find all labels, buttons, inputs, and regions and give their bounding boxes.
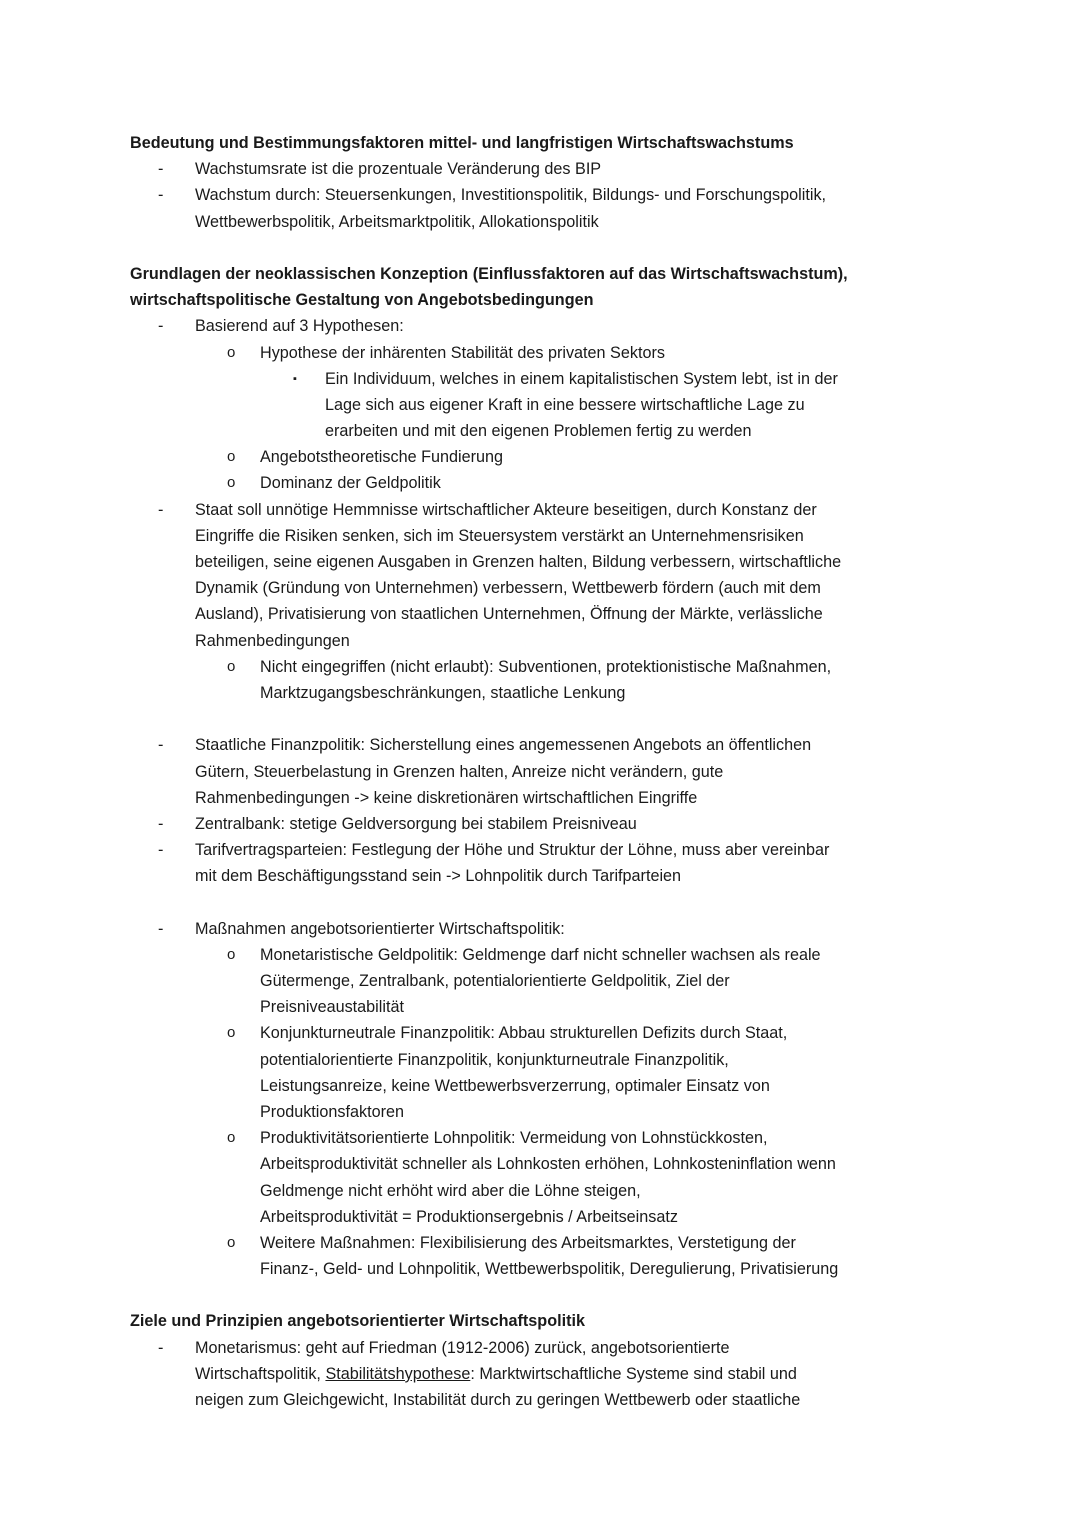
section-heading: Bedeutung und Bestimmungsfaktoren mittel- und langfristigen Wirtschaftswachstums <box>130 134 794 152</box>
dash-bullet-icon: - <box>158 186 164 205</box>
circle-bullet-icon: o <box>227 1233 236 1251</box>
section-spacer <box>130 1282 930 1308</box>
list-item-text: Geldmenge nicht erhöht wird aber die Löhne steigen, <box>260 1181 641 1200</box>
circle-bullet-icon: o <box>227 343 236 361</box>
dash-bullet-icon: - <box>158 500 164 519</box>
section-heading: Ziele und Prinzipien angebotsorientierter Wirtschaftspolitik <box>130 1312 585 1331</box>
list-item <box>130 497 930 654</box>
list-item-text: Zentralbank: stetige Geldversorgung bei stabilem Preisniveau <box>195 814 637 833</box>
section-heading: wirtschaftspolitische Gestaltung von Angebotsbedingungen <box>130 291 594 310</box>
list-item-text: Wirtschaftspolitik, Stabilitätshypothese: Marktwirtschaftliche Systeme sind stabil und <box>195 1364 797 1383</box>
list-item-text: erarbeiten und mit den eigenen Problemen fertig zu werden <box>325 422 752 441</box>
list-item-text: mit dem Beschäftigungsstand sein -> Lohnpolitik durch Tarifparteien <box>195 867 682 886</box>
list-item-text: Gütermenge, Zentralbank, potentialorientierte Geldpolitik, Ziel der <box>260 972 730 990</box>
list-item <box>130 156 930 182</box>
dash-bullet-icon: - <box>158 919 164 938</box>
list-item-text: Wachstum durch: Steuersenkungen, Investitionspolitik, Bildungs- und Forschungspolitik, <box>195 186 827 205</box>
list-item-text: Produktivitätsorientierte Lohnpolitik: Vermeidung von Lohnstückkosten, <box>260 1129 768 1148</box>
list-item <box>130 1125 930 1230</box>
list-item-text: Marktzugangsbeschränkungen, staatliche Lenkung <box>260 683 626 702</box>
circle-bullet-icon: o <box>227 448 236 466</box>
list-item <box>130 444 930 470</box>
list-item-text: potentialorientierte Finanzpolitik, konjunkturneutrale Finanzpolitik, <box>260 1050 729 1069</box>
dash-bullet-icon: - <box>158 317 164 336</box>
list-item-text: beteiligen, seine eigenen Ausgaben in Grenzen halten, Bildung verbessern, wirtschaftliche <box>195 553 842 571</box>
section <box>130 1308 930 1413</box>
list-item <box>130 313 930 339</box>
underlined-term: Stabilitätshypothese <box>325 1364 471 1383</box>
list-item-text: Maßnahmen angebotsorientierter Wirtschaftspolitik: <box>195 919 565 938</box>
list-item-text: Arbeitsproduktivität = Produktionsergebnis / Arbeitseinsatz <box>260 1207 678 1226</box>
section <box>130 130 930 235</box>
section <box>130 261 930 1282</box>
list-item-text: Lage sich aus eigener Kraft in eine bessere wirtschaftliche Lage zu <box>325 395 805 414</box>
circle-bullet-icon: o <box>227 474 236 492</box>
list-item <box>130 1335 930 1414</box>
list-item-text: Eingriffe die Risiken senken, sich im Steuersystem verstärkt an Unternehmensrisiken <box>195 526 804 545</box>
section-spacer <box>130 235 930 261</box>
circle-bullet-icon: o <box>227 945 236 963</box>
list-item <box>130 366 930 445</box>
list-item-text: Staat soll unnötige Hemmnisse wirtschaftlicher Akteure beseitigen, durch Konstanz der <box>195 500 817 519</box>
list-item-text: Produktionsfaktoren <box>260 1102 404 1121</box>
dash-bullet-icon: - <box>158 736 164 755</box>
list-item <box>130 470 930 496</box>
circle-bullet-icon: o <box>227 1024 236 1042</box>
list-item-text: Staatliche Finanzpolitik: Sicherstellung eines angemessenen Angebots an öffentlichen <box>195 736 812 755</box>
list-item <box>130 837 930 889</box>
list-item-text: Rahmenbedingungen <box>195 631 350 650</box>
list-item <box>130 182 930 234</box>
list-item <box>130 1230 930 1282</box>
list-item <box>130 942 930 1021</box>
document-content <box>130 130 930 1413</box>
list-item-text: Rahmenbedingungen -> keine diskretionären wirtschaftlichen Eingriffe <box>195 788 698 807</box>
list-item-text: Weitere Maßnahmen: Flexibilisierung des Arbeitsmarktes, Verstetigung der <box>260 1233 796 1252</box>
dash-bullet-icon: - <box>158 814 164 833</box>
list-item <box>130 1020 930 1125</box>
list-item-text: Wachstumsrate ist die prozentuale Veränderung des BIP <box>195 160 602 179</box>
list-item-text: Gütern, Steuerbelastung in Grenzen halten, Anreize nicht verändern, gute <box>195 762 724 781</box>
list-item <box>130 811 930 837</box>
dash-bullet-icon: - <box>158 160 164 179</box>
list-item-text: Tarifvertragsparteien: Festlegung der Höhe und Struktur der Löhne, muss aber vereinbar <box>195 841 830 860</box>
list-item-text: Ausland), Privatisierung von staatlichen Unternehmen, Öffnung der Märkte, verlässliche <box>195 605 823 624</box>
square-bullet-icon: ▪ <box>293 372 297 385</box>
list-item-text: Angebotstheoretische Fundierung <box>260 448 503 467</box>
blank-line <box>130 706 930 732</box>
list-item-text: Dynamik (Gründung von Unternehmen) verbessern, Wettbewerb fördern (auch mit dem <box>195 579 821 598</box>
list-item <box>130 654 930 706</box>
dash-bullet-icon: - <box>158 841 164 860</box>
list-item-text: neigen zum Gleichgewicht, Instabilität durch zu geringen Wettbewerb oder staatliche <box>195 1391 801 1409</box>
list-item-text: Monetarismus: geht auf Friedman (1912-2006) zurück, angebotsorientierte <box>195 1338 730 1357</box>
list-item-text: Finanz-, Geld- und Lohnpolitik, Wettbewerbspolitik, Deregulierung, Privatisierung <box>260 1260 839 1279</box>
list-item-text: Arbeitsproduktivität schneller als Lohnkosten erhöhen, Lohnkosteninflation wenn <box>260 1155 836 1174</box>
list-item-text: Ein Individuum, welches in einem kapitalistischen System lebt, ist in der <box>325 369 838 388</box>
blank-line <box>130 889 930 915</box>
list-item-text: Leistungsanreize, keine Wettbewerbsverzerrung, optimaler Einsatz von <box>260 1076 770 1095</box>
list-item-text: Wettbewerbspolitik, Arbeitsmarktpolitik, Allokationspolitik <box>195 212 599 231</box>
list-item-text: Basierend auf 3 Hypothesen: <box>195 317 404 336</box>
list-item-text: Konjunkturneutrale Finanzpolitik: Abbau strukturellen Defizits durch Staat, <box>260 1024 788 1043</box>
circle-bullet-icon: o <box>227 1129 236 1147</box>
dash-bullet-icon: - <box>158 1338 164 1357</box>
list-item-text: Dominanz der Geldpolitik <box>260 474 441 493</box>
list-item <box>130 340 930 366</box>
list-item-text: Nicht eingegriffen (nicht erlaubt): Subventionen, protektionistische Maßnahmen, <box>260 657 832 676</box>
list-item-text: Hypothese der inhärenten Stabilität des privaten Sektors <box>260 343 665 362</box>
circle-bullet-icon: o <box>227 657 236 675</box>
list-item <box>130 916 930 942</box>
list-item-text: Monetaristische Geldpolitik: Geldmenge darf nicht schneller wachsen als reale <box>260 945 821 964</box>
list-item <box>130 732 930 811</box>
section-heading: Grundlagen der neoklassischen Konzeption (Einflussfaktoren auf das Wirtschaftswachstum), <box>130 264 848 283</box>
list-item-text: Preisniveaustabilität <box>260 998 404 1017</box>
